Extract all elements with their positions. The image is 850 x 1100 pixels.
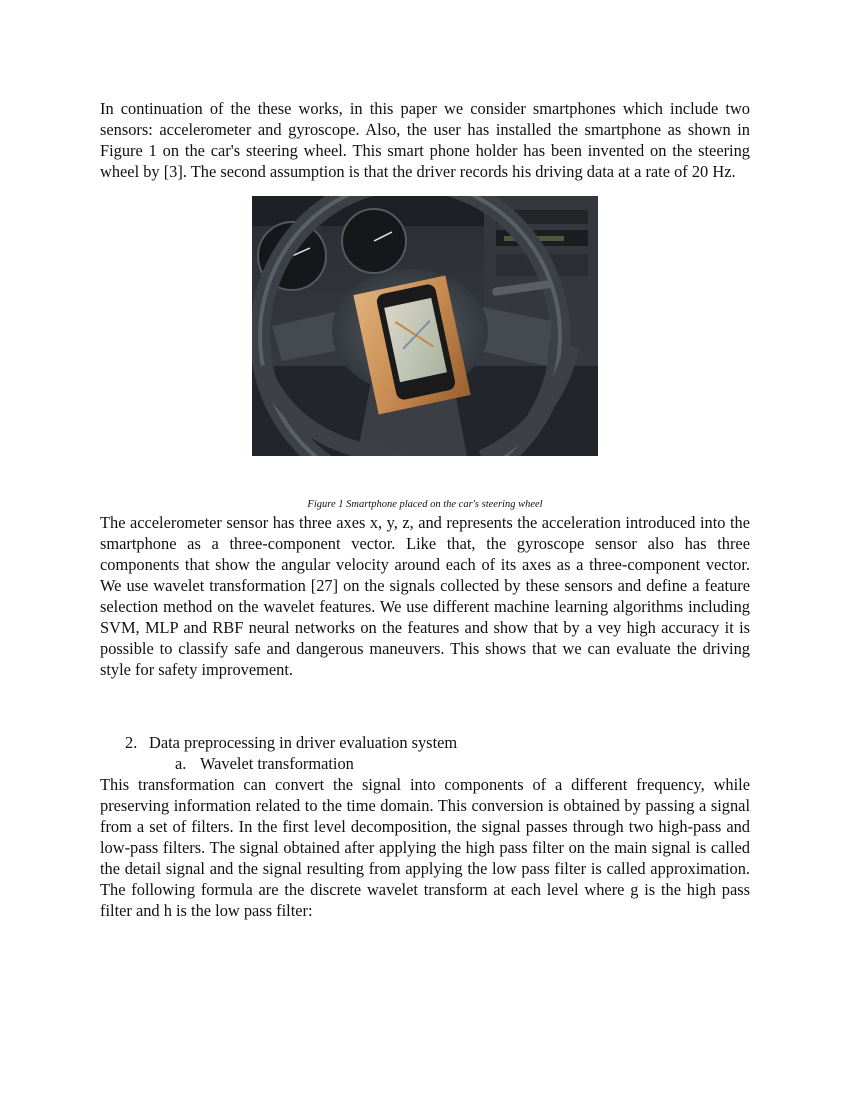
- figure-caption: Figure 1 Smartphone placed on the car's steering wheel: [307, 499, 543, 510]
- steering-wheel-photo: [252, 196, 598, 456]
- subsection-heading: [175, 753, 750, 774]
- wavelet-paragraph: This transformation can convert the signal into components of a different frequency, while preserving information related to the time domain. This conversion is obtained by passing a signal from a set of filters. In the first level decomposition, the signal passes through two high-pass and low-pass filters. The signal obtained after applying the high pass filter on the main signal is called the detail signal and the signal resulting from applying the low pass filter is called approximation. The following formula are the discrete wavelet transform at each level where g is the high pass filter and h is the low pass filter:: [100, 775, 750, 920]
- figure-1: [252, 196, 598, 456]
- section-heading: [125, 732, 750, 753]
- page-content: [100, 98, 750, 921]
- intro-paragraph: In continuation of the these works, in this paper we consider smartphones which include two sensors: accelerometer and gyroscope. Also, the user has installed the smartphone as shown in Figure 1 on the car's steering wheel. This smart phone holder has been invented on the steering wheel by [3]. The second assumption is that the driver records his driving data at a rate of 20 Hz.: [100, 99, 750, 181]
- subsection-title: Wavelet transformation: [200, 754, 354, 773]
- sensors-paragraph: The accelerometer sensor has three axes x, y, z, and represents the acceleration introduced into the smartphone as a three-component vector. Like that, the gyroscope sensor also has three components that show the angular velocity around each of its axes as a three-component vector. We use wavelet transformation [27] on the signals collected by these sensors and define a feature selection method on the wavelet features. We use different machine learning algorithms including SVM, MLP and RBF neural networks on the features and show that by a vey high accuracy it is possible to classify safe and dangerous maneuvers. This shows that we can evaluate the driving style for safety improvement.: [100, 513, 750, 679]
- subsection-label: a.: [175, 754, 187, 773]
- section-title: Data preprocessing in driver evaluation system: [149, 733, 458, 752]
- section-number: 2.: [125, 733, 138, 752]
